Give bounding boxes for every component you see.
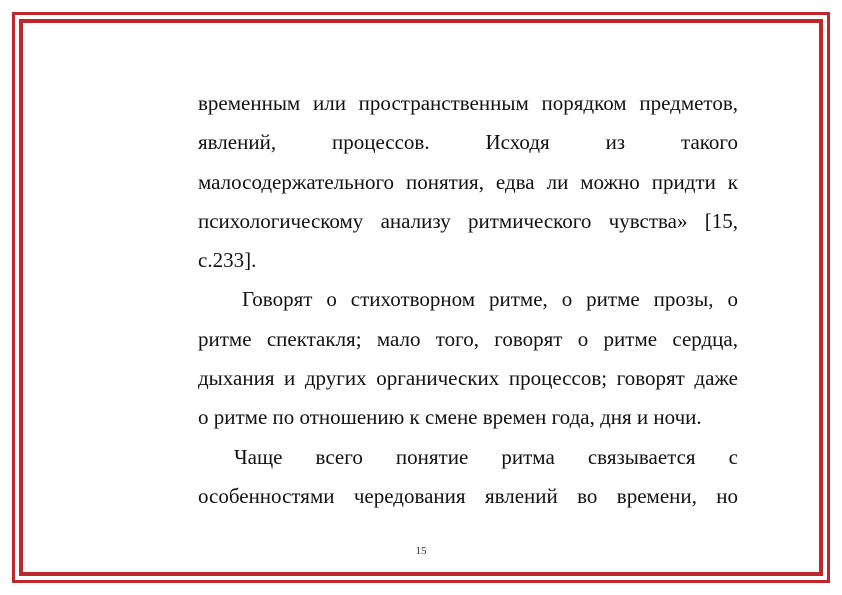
- text-line: особенностями чередования явлений во времени, но: [198, 483, 738, 508]
- text-line: явлений, процессов. Исходя из такого: [198, 130, 738, 155]
- text-line: дыхания и других органических процессов; говорят даже: [198, 366, 738, 391]
- body-text: [198, 84, 738, 516]
- text-line: психологическому анализу ритмического чувства» [15,: [198, 208, 738, 233]
- text-line: временным или пространственным порядком предметов,: [198, 91, 738, 115]
- text-line: ритме спектакля; мало того, говорят о ритме сердца,: [198, 326, 738, 351]
- text-line: с.233].: [198, 248, 257, 273]
- text-line: Чаще всего понятие ритма связывается с: [234, 444, 738, 469]
- text-line: о ритме по отношению к смене времен года, дня и ночи.: [198, 405, 702, 430]
- text-line: малосодержательного понятия, едва ли можно придти к: [198, 169, 738, 194]
- page-number: 15: [415, 545, 427, 557]
- text-line: Говорят о стихотворном ритме, о ритме прозы, о: [242, 287, 738, 312]
